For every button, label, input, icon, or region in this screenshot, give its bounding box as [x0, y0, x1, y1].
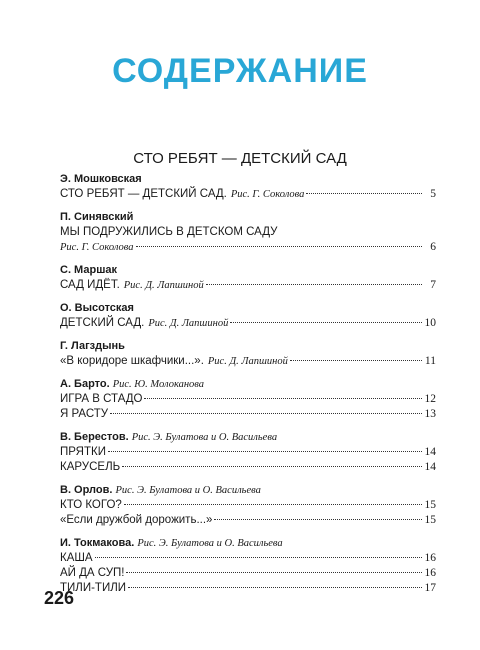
author-line: [60, 430, 436, 445]
author-line: [60, 483, 436, 498]
entry-title: ИГРА В СТАДО: [60, 393, 143, 405]
dot-leader: [290, 360, 422, 361]
author-line: [60, 377, 436, 392]
author-block: [60, 483, 436, 528]
author-line: [60, 339, 436, 354]
author-line: [60, 263, 436, 278]
dot-leader: [206, 284, 422, 285]
author-block: [60, 301, 436, 331]
author-block: [60, 430, 436, 475]
author-block: [60, 263, 436, 293]
author-line: [60, 172, 436, 187]
author-name: И. Токмакова.: [60, 537, 135, 549]
author-name: П. Синявский: [60, 211, 134, 223]
dot-leader: [128, 587, 422, 588]
entry-illustrator: Рис. Д. Лапшиной: [123, 280, 204, 291]
entry-page: 12: [424, 393, 436, 405]
entry-title: «В коридоре шкафчики...».: [60, 355, 204, 367]
toc-entry[interactable]: [60, 278, 436, 293]
dot-leader: [126, 572, 422, 573]
entry-title: ТИЛИ-ТИЛИ: [60, 582, 127, 594]
entry-page: 15: [424, 514, 436, 526]
table-of-contents: [60, 172, 436, 604]
entry-title: АЙ ДА СУП!: [60, 567, 125, 579]
author-block: [60, 536, 436, 596]
toc-entry[interactable]: [60, 316, 436, 331]
toc-entry[interactable]: [60, 498, 436, 513]
toc-entry[interactable]: [60, 407, 436, 422]
toc-entry[interactable]: [60, 240, 436, 255]
author-block: [60, 339, 436, 369]
toc-entry[interactable]: [60, 566, 436, 581]
author-name: Г. Лагздынь: [60, 340, 125, 352]
entry-page: 6: [430, 241, 436, 253]
page-title: СОДЕРЖАНИЕ: [112, 52, 368, 90]
toc-entry[interactable]: [60, 354, 436, 369]
entry-page: 11: [424, 355, 436, 367]
toc-entry[interactable]: [60, 187, 436, 202]
entry-page: 16: [424, 567, 436, 579]
entry-title: КТО КОГО?: [60, 499, 122, 511]
author-name: А. Барто.: [60, 378, 110, 390]
entry-title: КАША: [60, 552, 93, 564]
toc-entry[interactable]: [60, 392, 436, 407]
entry-illustrator: Рис. Г. Соколова: [230, 189, 305, 200]
entry-page: 13: [424, 408, 436, 420]
entry-page: 15: [424, 499, 436, 511]
dot-leader: [122, 466, 422, 467]
entry-title: ДЕТСКИЙ САД.: [60, 317, 145, 329]
author-line: [60, 210, 436, 225]
entry-title: Я РАСТУ: [60, 408, 109, 420]
entry-page: 16: [424, 552, 436, 564]
author-name: В. Берестов.: [60, 431, 129, 443]
author-name: Э. Мошковская: [60, 173, 142, 185]
entry-illustrator: Рис. Д. Лапшиной: [148, 318, 229, 329]
dot-leader: [95, 557, 422, 558]
author-name: О. Высотская: [60, 302, 134, 314]
entry-title: САД ИДЁТ.: [60, 279, 120, 291]
dot-leader: [124, 504, 422, 505]
author-illustrator: Рис. Э. Булатова и О. Васильева: [137, 538, 283, 549]
dot-leader: [144, 398, 422, 399]
entry-page: 5: [430, 188, 436, 200]
author-block: [60, 210, 436, 255]
dot-leader: [306, 193, 422, 194]
entry-page: 14: [424, 446, 436, 458]
author-illustrator: Рис. Э. Булатова и О. Васильева: [131, 432, 278, 443]
toc-entry[interactable]: [60, 460, 436, 475]
entry-page: 10: [424, 317, 436, 329]
entry-illustrator: Рис. Д. Лапшиной: [207, 356, 288, 367]
section-title: СТО РЕБЯТ — ДЕТСКИЙ САД: [133, 150, 347, 167]
toc-entry[interactable]: [60, 445, 436, 460]
author-block: [60, 377, 436, 422]
toc-entry[interactable]: [60, 581, 436, 596]
toc-entry[interactable]: [60, 513, 436, 528]
author-line: [60, 536, 436, 551]
entry-illustrator: Рис. Г. Соколова: [60, 242, 134, 253]
author-illustrator: Рис. Э. Булатова и О. Васильева: [115, 485, 261, 496]
author-line: [60, 301, 436, 316]
dot-leader: [108, 451, 422, 452]
entry-title: СТО РЕБЯТ — ДЕТСКИЙ САД.: [60, 188, 227, 200]
entry-title: МЫ ПОДРУЖИЛИСЬ В ДЕТСКОМ САДУ: [60, 226, 278, 238]
toc-entry[interactable]: [60, 225, 436, 240]
entry-page: 17: [424, 582, 436, 594]
dot-leader: [230, 322, 422, 323]
dot-leader: [110, 413, 422, 414]
author-illustrator: Рис. Ю. Молоканова: [112, 379, 205, 390]
entry-title: КАРУСЕЛЬ: [60, 461, 121, 473]
dot-leader: [214, 519, 422, 520]
author-name: В. Орлов.: [60, 484, 113, 496]
entry-title: «Если дружбой дорожить...»: [60, 514, 213, 526]
toc-entry[interactable]: [60, 551, 436, 566]
page-number: 226: [44, 588, 75, 608]
author-name: С. Маршак: [60, 264, 117, 276]
entry-title: ПРЯТКИ: [60, 446, 106, 458]
dot-leader: [136, 246, 422, 247]
entry-page: 14: [424, 461, 436, 473]
author-block: [60, 172, 436, 202]
entry-page: 7: [430, 279, 436, 291]
